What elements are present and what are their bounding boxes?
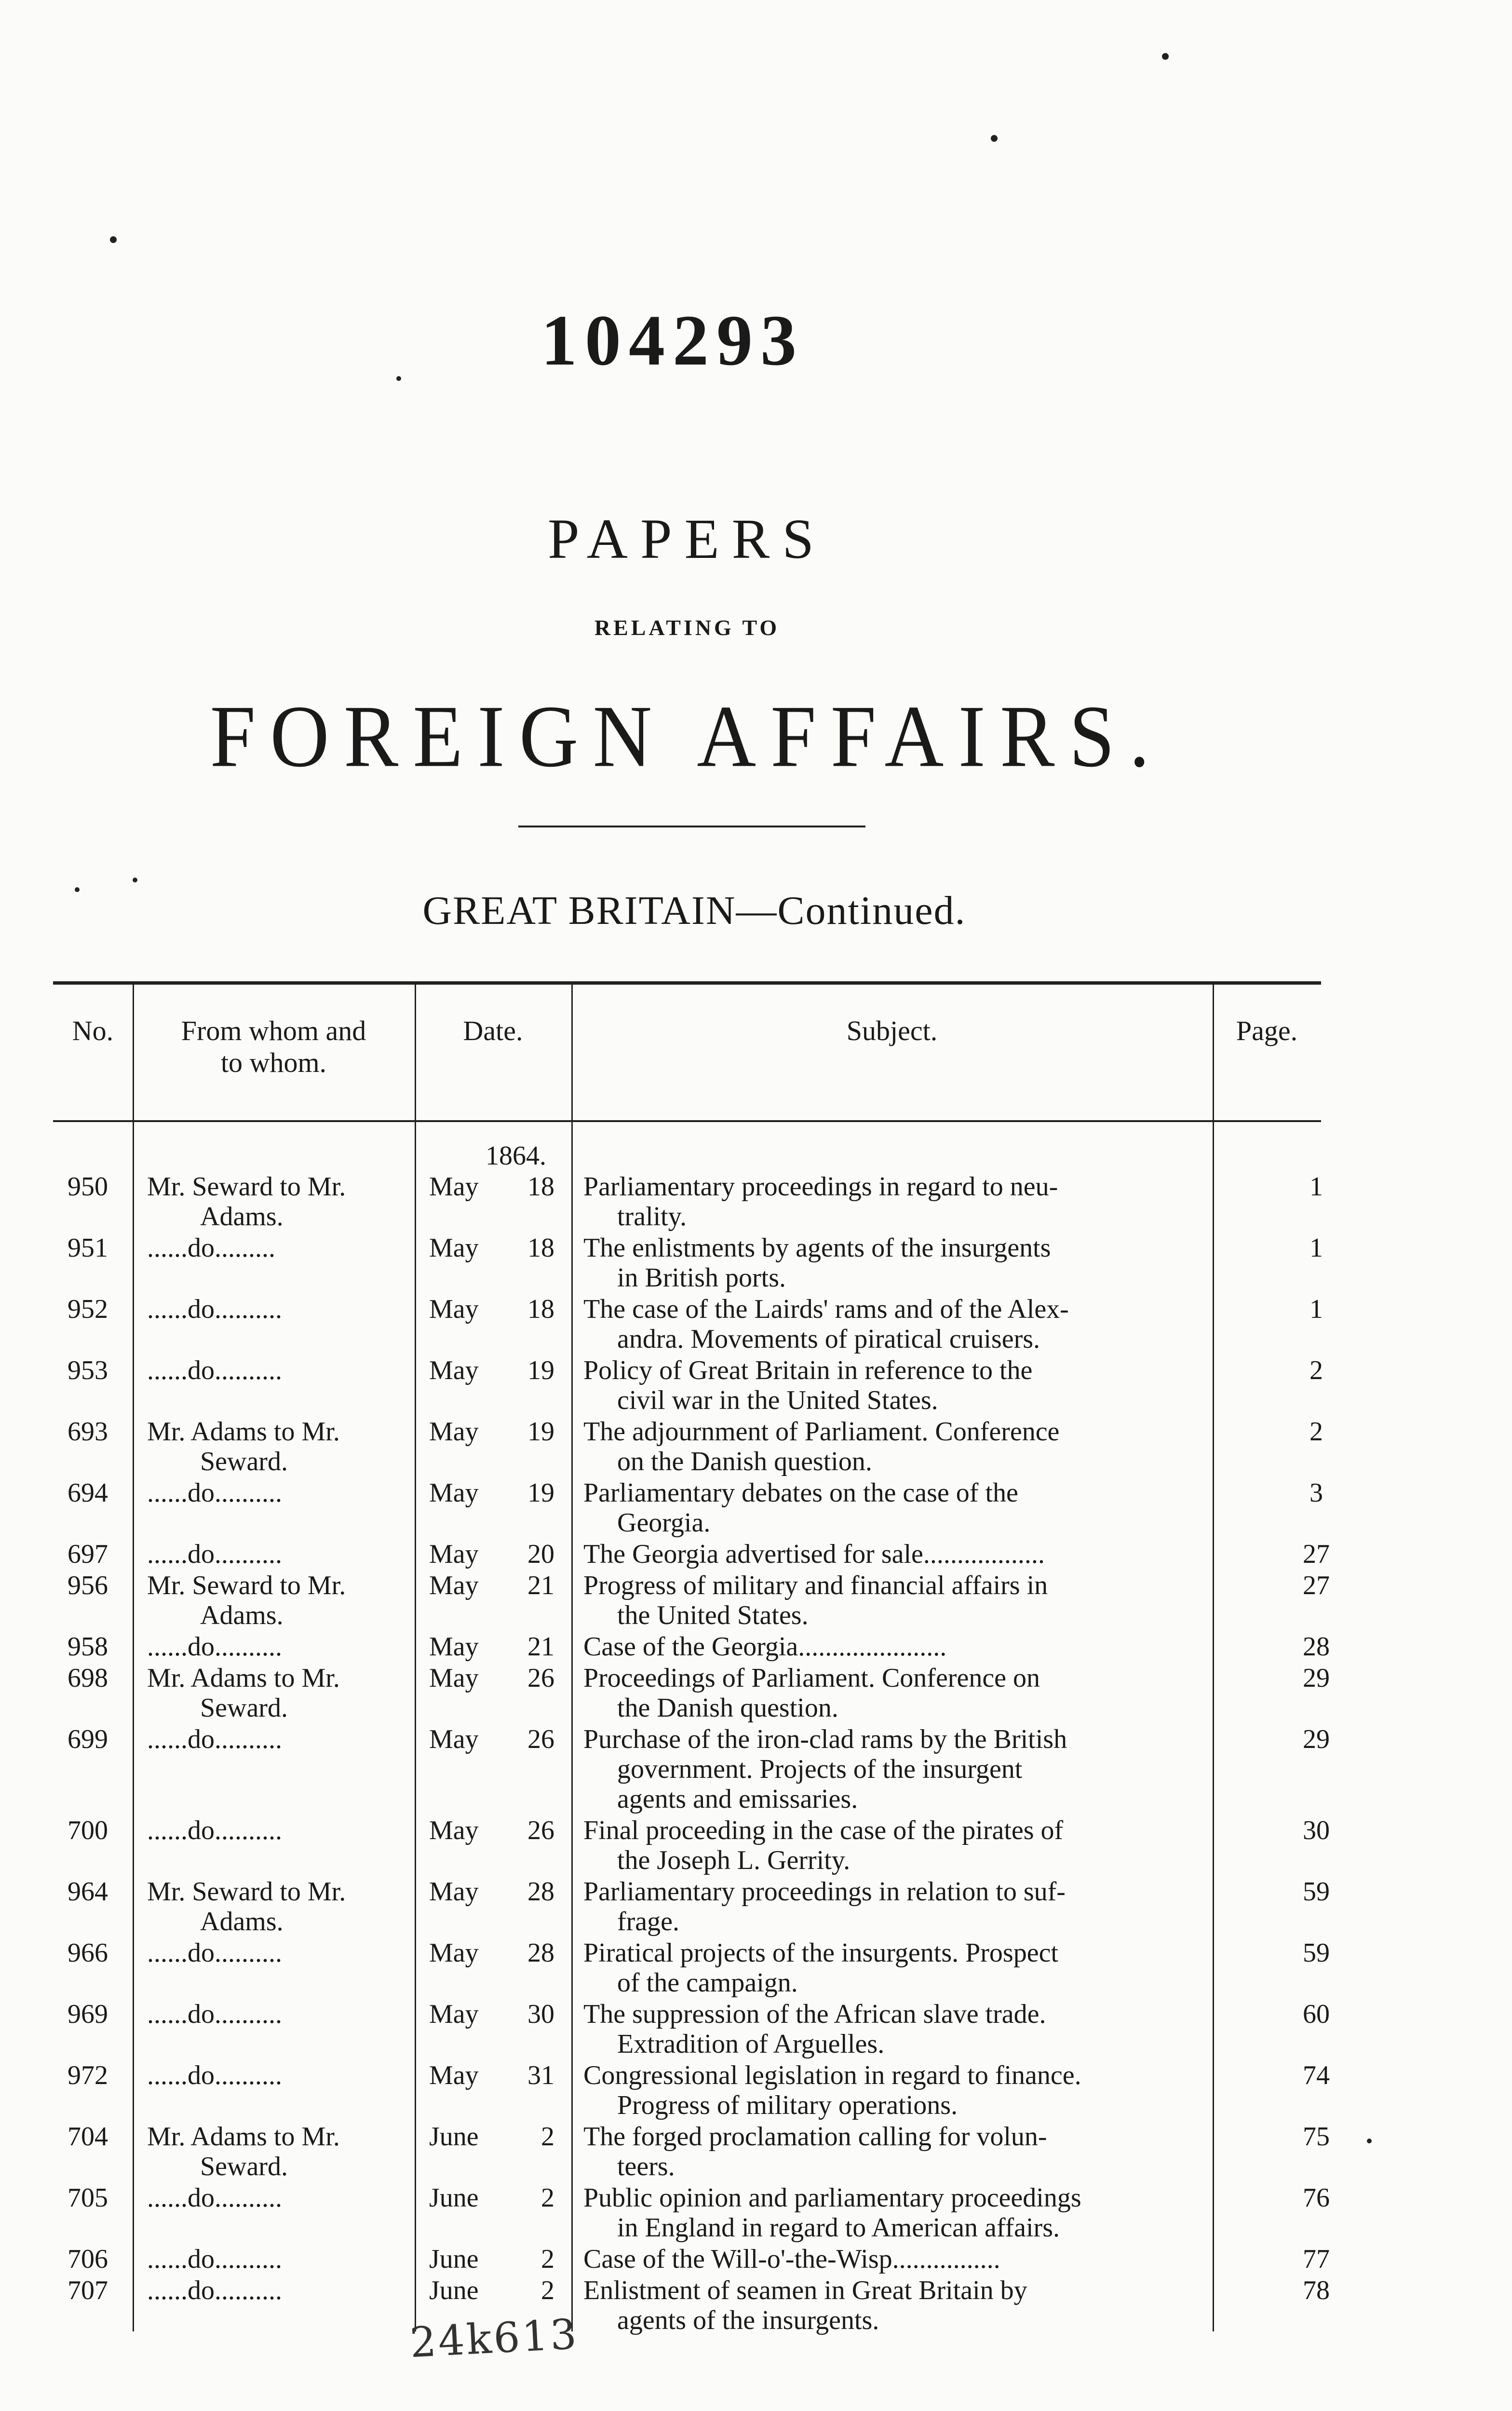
row-number: 972 [68,2060,108,2090]
row-month: May [429,2060,479,2090]
row-number: 693 [68,1417,108,1447]
row-month: May [429,1172,479,1202]
from-line: Adams. [200,1907,284,1937]
row-page: 28 [1303,1632,1330,1662]
row-page: 3 [1310,1478,1323,1508]
row-from-whom [147,1417,456,1476]
row-from-whom [147,2244,456,2274]
row-page: 1 [1310,1172,1323,1202]
row-page: 2 [1310,1355,1323,1385]
from-line: Seward. [200,1693,288,1723]
row-day: 31 [527,2060,554,2090]
subject-line: Case of the Will-o'-the-Wisp................ [583,2244,1000,2274]
from-line: Mr. Adams to Mr. [147,2122,340,2152]
subject-line: Policy of Great Britain in reference to the [583,1355,1033,1385]
row-day: 2 [541,2276,554,2305]
table-top-rule [53,981,1321,985]
row-subject [583,2060,1251,2120]
row-from-whom [147,1571,456,1630]
row-month: May [429,1877,479,1907]
subject-line: andra. Movements of piratical cruisers. [617,1324,1040,1354]
row-number: 700 [68,1815,108,1845]
from-line: Mr. Adams to Mr. [147,1417,340,1447]
row-page: 59 [1303,1877,1330,1907]
row-subject [583,2276,1251,2335]
from-line: Mr. Adams to Mr. [147,1663,340,1693]
row-number: 694 [68,1478,108,1508]
row-day: 18 [527,1294,554,1324]
row-subject [583,1877,1251,1937]
row-day: 26 [527,1724,554,1754]
row-from-whom [147,1632,456,1662]
subject-line: trality. [617,1202,687,1232]
from-line: ......do.......... [147,1478,282,1508]
from-line: ......do.......... [147,1632,282,1662]
subject-line: Enlistment of seamen in Great Britain by [583,2276,1027,2305]
row-subject [583,1294,1251,1354]
row-day: 2 [541,2183,554,2213]
row-month: May [429,1815,479,1845]
subject-line: Final proceeding in the case of the pirates of [583,1815,1064,1845]
row-number: 953 [68,1355,108,1385]
row-from-whom [147,1172,456,1232]
subject-line: in British ports. [617,1263,786,1293]
row-day: 21 [527,1571,554,1600]
subject-line: Parliamentary proceedings in relation to suf- [583,1877,1066,1907]
row-from-whom [147,1815,456,1845]
row-day: 26 [527,1815,554,1845]
subject-line: The forged proclamation calling for volun- [583,2122,1047,2152]
row-subject [583,1539,1251,1569]
subject-line: The enlistments by agents of the insurgents [583,1233,1051,1263]
row-subject [583,1632,1251,1662]
from-line: ......do.......... [147,2276,282,2305]
row-number: 698 [68,1663,108,1693]
row-from-whom [147,2122,456,2181]
header-from-whom: From whom and to whom. [181,1015,366,1078]
row-page: 75 [1303,2122,1330,2152]
row-day: 18 [527,1233,554,1263]
subject-line: the Danish question. [617,1693,838,1723]
row-month: June [429,2183,479,2213]
from-line: ......do.......... [147,1938,282,1968]
subject-line: Progress of military operations. [617,2090,958,2120]
subject-line: frage. [617,1907,680,1937]
row-month: May [429,1571,479,1600]
row-subject [583,1724,1251,1814]
subject-line: agents of the insurgents. [617,2305,879,2335]
row-subject [583,1999,1251,2059]
ink-speck [1162,53,1169,60]
row-page: 76 [1303,2183,1330,2213]
row-subject [583,1417,1251,1476]
row-number: 958 [68,1632,108,1662]
row-from-whom [147,1663,456,1723]
row-page: 27 [1303,1539,1330,1569]
row-number: 950 [68,1172,108,1202]
subject-line: Extradition of Arguelles. [617,2029,885,2059]
subject-line: Proceedings of Parliament. Conference on [583,1663,1040,1693]
row-month: June [429,2122,479,2152]
row-month: May [429,1233,479,1263]
from-line: ......do.......... [147,1724,282,1754]
subject-line: of the campaign. [617,1968,798,1998]
from-line: ......do......... [147,1233,275,1263]
handwritten-note: 24k613 [408,2310,580,2368]
subject-line: The adjournment of Parliament. Conference [583,1417,1060,1447]
row-month: May [429,1663,479,1693]
ink-speck [991,135,998,142]
header-page: Page. [1236,1015,1298,1046]
row-subject [583,1571,1251,1630]
row-day: 19 [527,1478,554,1508]
row-number: 952 [68,1294,108,1324]
row-from-whom [147,2060,456,2090]
row-month: May [429,1632,479,1662]
row-page: 2 [1310,1417,1323,1447]
row-from-whom [147,2276,456,2305]
subject-line: the United States. [617,1600,809,1630]
row-month: May [429,1938,479,1968]
country-heading: GREAT BRITAIN—Continued. [422,888,966,933]
row-day: 2 [541,2122,554,2152]
row-month: May [429,1355,479,1385]
subject-line: Progress of military and financial affairs in [583,1571,1048,1600]
row-subject [583,1355,1251,1415]
row-day: 26 [527,1663,554,1693]
row-day: 28 [527,1877,554,1907]
from-line: Mr. Seward to Mr. [147,1571,346,1600]
ink-speck [133,878,137,882]
ink-speck [110,236,117,243]
row-month: June [429,2244,479,2274]
row-page: 29 [1303,1724,1330,1754]
from-line: ......do.......... [147,1539,282,1569]
row-page: 30 [1303,1815,1330,1845]
row-month: May [429,1999,479,2029]
subject-line: Georgia. [617,1508,711,1538]
row-from-whom [147,1539,456,1569]
row-number: 697 [68,1539,108,1569]
row-from-whom [147,1999,456,2029]
from-line: ......do.......... [147,2060,282,2090]
row-number: 956 [68,1571,108,1600]
row-month: May [429,1539,479,1569]
row-page: 1 [1310,1294,1323,1324]
header-no: No. [72,1015,114,1046]
table-header-rule [53,1120,1321,1122]
row-subject [583,2122,1251,2181]
row-from-whom [147,1355,456,1385]
row-from-whom [147,1478,456,1508]
from-line: ......do.......... [147,1355,282,1385]
subject-line: agents and emissaries. [617,1784,858,1814]
row-month: May [429,1478,479,1508]
subject-line: civil war in the United States. [617,1385,938,1415]
row-day: 28 [527,1938,554,1968]
row-number: 699 [68,1724,108,1754]
title-divider [518,826,865,827]
subject-line: Congressional legislation in regard to finance. [583,2060,1081,2090]
subject-line: Purchase of the iron-clad rams by the British [583,1724,1067,1754]
row-month: June [429,2276,479,2305]
row-from-whom [147,1294,456,1324]
subject-line: on the Danish question. [617,1447,872,1476]
subject-line: Parliamentary debates on the case of the [583,1478,1018,1508]
row-page: 29 [1303,1663,1330,1693]
from-line: ......do.......... [147,1815,282,1845]
subject-line: the Joseph L. Gerrity. [617,1845,850,1875]
row-day: 30 [527,1999,554,2029]
row-subject [583,2183,1251,2243]
row-page: 77 [1303,2244,1330,2274]
from-line: Seward. [200,2152,288,2181]
row-subject [583,1815,1251,1875]
row-day: 2 [541,2244,554,2274]
row-subject [583,1233,1251,1293]
row-page: 74 [1303,2060,1330,2090]
year-label: 1864. [486,1141,546,1171]
title-papers: PAPERS [547,507,827,570]
row-page: 1 [1310,1233,1323,1263]
row-number: 969 [68,1999,108,2029]
from-line: Adams. [200,1202,284,1232]
subject-line: in England in regard to American affairs. [617,2213,1060,2243]
row-subject [583,1478,1251,1538]
header-subject: Subject. [846,1015,938,1046]
row-page: 59 [1303,1938,1330,1968]
from-line: Seward. [200,1447,288,1476]
from-line: Adams. [200,1600,284,1630]
subject-line: government. Projects of the insurgent [617,1754,1023,1784]
row-page: 60 [1303,1999,1330,2029]
row-page: 27 [1303,1571,1330,1600]
subject-line: Parliamentary proceedings in regard to neu- [583,1172,1058,1202]
from-line: ......do.......... [147,2183,282,2213]
row-from-whom [147,1724,456,1754]
row-from-whom [147,1877,456,1937]
column-divider [571,981,573,2331]
header-date: Date. [463,1015,523,1046]
from-line: Mr. Seward to Mr. [147,1877,346,1907]
row-number: 951 [68,1233,108,1263]
row-from-whom [147,1938,456,1968]
row-month: May [429,1417,479,1447]
row-number: 704 [68,2122,108,2152]
row-day: 19 [527,1417,554,1447]
row-day: 21 [527,1632,554,1662]
row-month: May [429,1724,479,1754]
from-line: ......do.......... [147,2244,282,2274]
row-number: 707 [68,2276,108,2305]
subject-line: The Georgia advertised for sale.................. [583,1539,1045,1569]
subject-line: The case of the Lairds' rams and of the Alex- [583,1294,1069,1324]
subject-line: Piratical projects of the insurgents. Prospect [583,1938,1058,1968]
catalog-number: 104293 [541,300,804,380]
row-subject [583,2244,1251,2274]
row-subject [583,1663,1251,1723]
row-from-whom [147,2183,456,2213]
row-day: 20 [527,1539,554,1569]
row-from-whom [147,1233,456,1263]
from-line: ......do.......... [147,1294,282,1324]
row-number: 705 [68,2183,108,2213]
row-number: 964 [68,1877,108,1907]
row-subject [583,1938,1251,1998]
row-number: 966 [68,1938,108,1968]
row-number: 706 [68,2244,108,2274]
subject-line: Public opinion and parliamentary proceedings [583,2183,1081,2213]
subject-line: Case of the Georgia...................... [583,1632,947,1662]
row-day: 18 [527,1172,554,1202]
row-month: May [429,1294,479,1324]
from-line: ......do.......... [147,1999,282,2029]
subject-line: teers. [617,2152,675,2181]
from-line: Mr. Seward to Mr. [147,1172,346,1202]
title-relating: RELATING TO [594,615,780,640]
subject-line: The suppression of the African slave trade. [583,1999,1046,2029]
correspondence-table [53,981,1330,2335]
row-page: 78 [1303,2276,1330,2305]
row-subject [583,1172,1251,1232]
title-foreign-affairs: FOREIGN AFFAIRS. [210,687,1164,786]
row-day: 19 [527,1355,554,1385]
